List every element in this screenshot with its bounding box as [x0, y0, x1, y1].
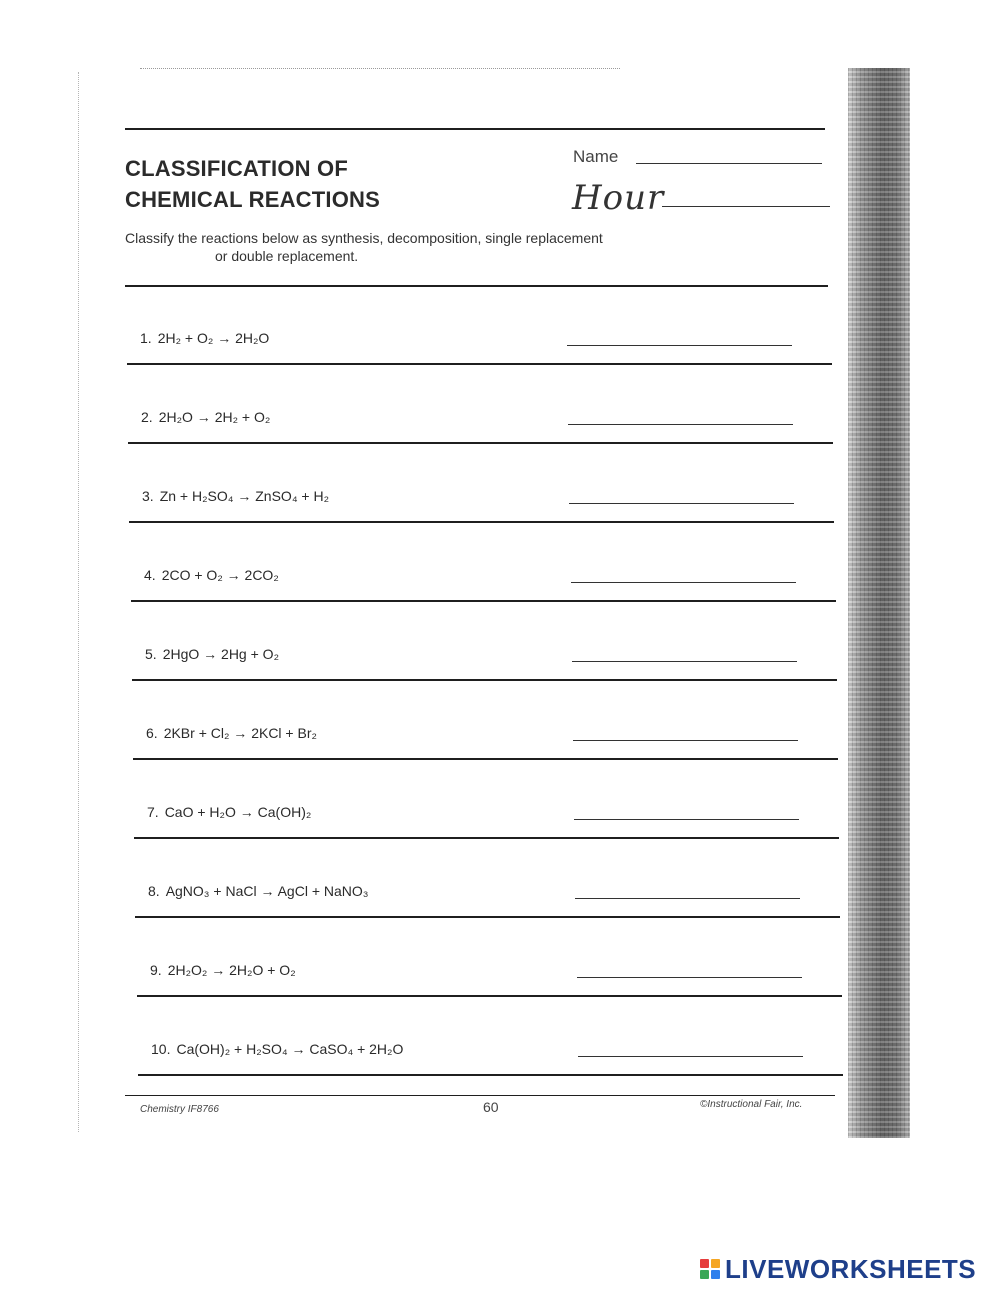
liveworksheets-logo-icon [700, 1259, 720, 1279]
reaction-item [151, 1041, 403, 1057]
answer-input[interactable] [574, 799, 799, 820]
reaction-item [146, 725, 317, 741]
reaction-equation: 2H₂ + O₂ → 2H₂O [157, 330, 270, 346]
reaction-separator [134, 837, 839, 839]
hour-label: Hour [572, 178, 665, 218]
reaction-equation: 2CO + O₂ → 2CO₂ [161, 567, 279, 583]
reaction-separator [138, 1074, 843, 1076]
reaction-number: 6. [146, 725, 158, 741]
logo-square [700, 1259, 709, 1268]
scan-left-edge [78, 72, 79, 1132]
name-label: Name [573, 147, 619, 166]
reaction-item [144, 567, 279, 583]
reaction-item [140, 330, 269, 346]
logo-square [700, 1270, 709, 1279]
reaction-separator [129, 521, 834, 523]
reaction-equation: CaO + H₂O → Ca(OH)₂ [164, 804, 312, 820]
reaction-separator [137, 995, 842, 997]
reaction-item [142, 488, 329, 504]
title-line-1: CLASSIFICATION OF [125, 156, 348, 181]
instructions-line-2: or double replacement. [215, 248, 359, 264]
reaction-equation: AgNO₃ + NaCl → AgCl + NaNO₃ [165, 883, 369, 899]
answer-input[interactable] [573, 720, 798, 741]
name-field-line [636, 163, 822, 164]
reaction-separator [131, 600, 836, 602]
reaction-separator [127, 363, 832, 365]
brand-name: LIVEWORKSHEETS [725, 1253, 977, 1284]
footer-rule [125, 1095, 835, 1096]
footer-source: Chemistry IF8766 [140, 1104, 219, 1115]
scan-shadow-edge [848, 68, 910, 1138]
answer-input[interactable] [569, 483, 794, 504]
reaction-equation: Zn + H₂SO₄ → ZnSO₄ + H₂ [159, 488, 330, 504]
title-line-2: CHEMICAL REACTIONS [125, 187, 380, 212]
instructions-rule [125, 285, 828, 287]
answer-input[interactable] [572, 641, 797, 662]
reaction-number: 9. [150, 962, 162, 978]
answer-input[interactable] [567, 325, 792, 346]
scan-top-edge [140, 68, 620, 69]
reaction-separator [132, 679, 837, 681]
top-rule [125, 128, 825, 130]
reaction-equation: 2H₂O → 2H₂ + O₂ [158, 409, 271, 425]
reaction-separator [135, 916, 840, 918]
logo-square [711, 1259, 720, 1268]
reaction-equation: 2KBr + Cl₂ → 2KCl + Br₂ [163, 725, 317, 741]
reaction-number: 10. [151, 1041, 171, 1057]
answer-input[interactable] [577, 957, 802, 978]
reaction-equation: 2HgO → 2Hg + O₂ [162, 646, 280, 662]
instructions [125, 229, 725, 265]
reaction-separator [128, 442, 833, 444]
logo-square [711, 1270, 720, 1279]
footer-copyright: ©Instructional Fair, Inc. [700, 1099, 803, 1110]
reaction-number: 3. [142, 488, 154, 504]
reaction-number: 5. [145, 646, 157, 662]
reaction-item [145, 646, 279, 662]
reaction-item [147, 804, 311, 820]
answer-input[interactable] [571, 562, 796, 583]
reaction-item [148, 883, 369, 899]
reaction-separator [133, 758, 838, 760]
reaction-number: 2. [141, 409, 153, 425]
reaction-item [150, 962, 296, 978]
answer-input[interactable] [568, 404, 793, 425]
answer-input[interactable] [578, 1036, 803, 1057]
reaction-number: 1. [140, 330, 152, 346]
reaction-number: 4. [144, 567, 156, 583]
page-number: 60 [483, 1099, 499, 1115]
instructions-line-1: Classify the reactions below as synthesis, decomposition, single replacement [125, 230, 603, 246]
worksheet-title [125, 153, 380, 215]
answer-input[interactable] [575, 878, 800, 899]
reaction-equation: Ca(OH)₂ + H₂SO₄ → CaSO₄ + 2H₂O [176, 1041, 404, 1057]
liveworksheets-branding [700, 1254, 976, 1284]
reaction-number: 8. [148, 883, 160, 899]
reaction-equation: 2H₂O₂ → 2H₂O + O₂ [167, 962, 296, 978]
hour-field-line [662, 206, 830, 207]
reaction-item [141, 409, 270, 425]
reaction-number: 7. [147, 804, 159, 820]
